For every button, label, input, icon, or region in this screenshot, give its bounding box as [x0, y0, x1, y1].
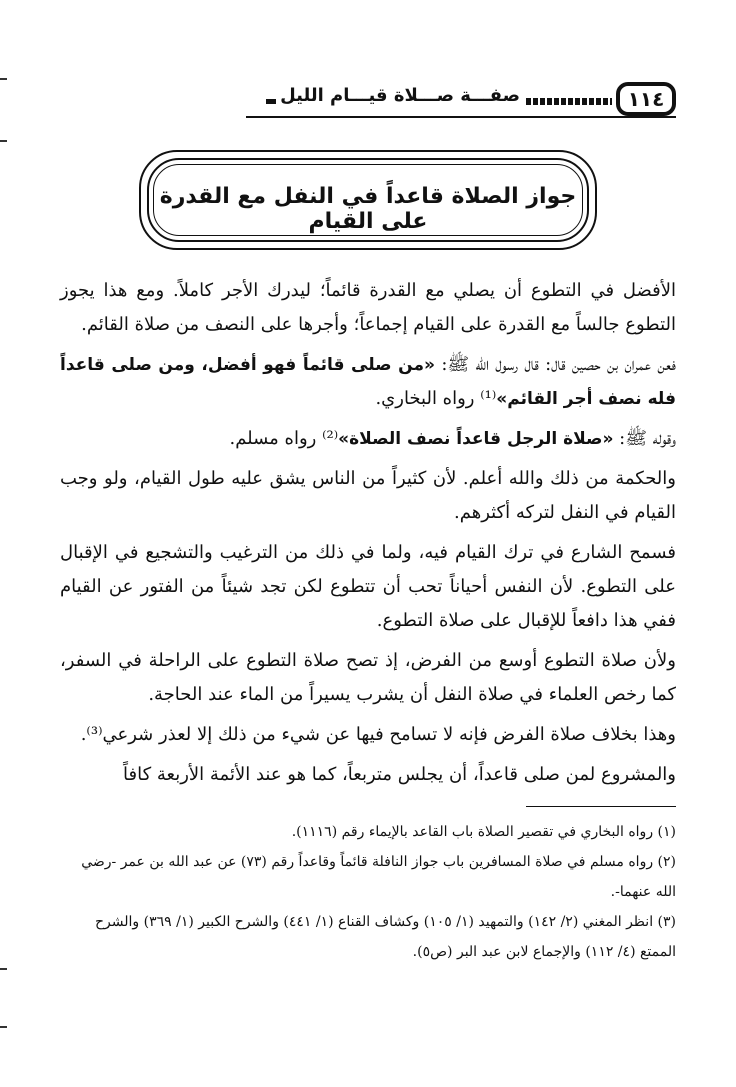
hadith-quote: «من صلى قائماً فهو أفضل، ومن صلى قاعداً فله نصف أجر القائم» — [60, 355, 676, 409]
paragraph-intro: وقوله ﷺ: — [613, 428, 676, 449]
paragraph-source: ⁽²⁾ رواه مسلم. — [229, 428, 339, 449]
footnote: (٢) رواه مسلم في صلاة المسافرين باب جواز النافلة قائماً وقاعداً رقم (٧٣) عن عبد الله بن عمر -رضي الله عنهما-. — [81, 854, 676, 900]
margin-tick — [0, 78, 7, 80]
running-title: صفـــة صـــلاة قيـــام الليل — [280, 85, 520, 106]
paragraph — [60, 348, 676, 416]
paragraph: فسمح الشارع في ترك القيام فيه، ولما في ذلك من الترغيب والتشجيع في الإقبال على التطوع. لأن النفس أحياناً تحب أن تتطوع لكن تجد شيئاً من الفتور عن القيام ففي هذا دافعاً للإقبال على صلاة التطوع. — [60, 542, 676, 631]
paragraph: والمشروع لمن صلى قاعداً، أن يجلس متربعاً، كما هو عند الأئمة الأربعة كافاً — [123, 764, 676, 785]
margin-tick — [0, 968, 7, 970]
paragraph: ولأن صلاة التطوع أوسع من الفرض، إذ تصح صلاة التطوع على الراحلة في السفر، كما رخص العلماء في صلاة النفل أن يشرب يسيراً من الماء عند الحاجة. — [60, 650, 676, 705]
footnote: (٣) انظر المغني (٢/ ١٤٢) والتمهيد (١/ ١٠٥) وكشاف القناع (١/ ٤٤١) والشرح الكبير (١/ ٣٦٩) والشرح الممتع (٤/ ١١٢) والإجماع لابن عبد البر (ص٥). — [95, 914, 676, 960]
footnotes — [60, 817, 676, 967]
section-title: جواز الصلاة قاعداً في النفل مع القدرة على القيام — [159, 184, 577, 234]
section-title-frame — [139, 150, 597, 250]
paragraph: وهذا بخلاف صلاة الفرض فإنه لا تسامح فيها عن شيء من ذلك إلا لعذر شرعي⁽³⁾. — [80, 724, 676, 745]
header-end-mark — [266, 99, 276, 104]
margin-tick — [0, 1026, 7, 1028]
paragraph: والحكمة من ذلك والله أعلم. لأن كثيراً من الناس يشق عليه طول القيام، ولو وجب القيام في النفل لتركه أكثرهم. — [60, 468, 676, 523]
header-ornament-rule — [526, 98, 612, 105]
paragraph — [60, 422, 676, 456]
header-underline — [246, 116, 676, 118]
body-text — [60, 274, 676, 792]
page-number: ١١٤ — [616, 82, 676, 116]
running-header — [60, 80, 676, 122]
footnote-separator — [526, 806, 676, 807]
hadith-quote: «صلاة الرجل قاعداً نصف الصلاة» — [338, 429, 614, 449]
paragraph-source: ⁽¹⁾ رواه البخاري. — [375, 388, 497, 409]
book-page — [60, 80, 676, 967]
margin-tick — [0, 140, 7, 142]
footnote: (١) رواه البخاري في تقصير الصلاة باب القاعد بالإيماء رقم (١١١٦). — [291, 824, 676, 840]
paragraph-intro: فعن عمران بن حصين قال: قال رسول الله ﷺ: — [434, 354, 676, 375]
paragraph: الأفضل في التطوع أن يصلي مع القدرة قائماً؛ ليدرك الأجر كاملاً. ومع هذا يجوز التطوع جالساً مع القدرة على القيام إجماعاً؛ وأجرها على النصف من صلاة القائم. — [60, 280, 676, 335]
